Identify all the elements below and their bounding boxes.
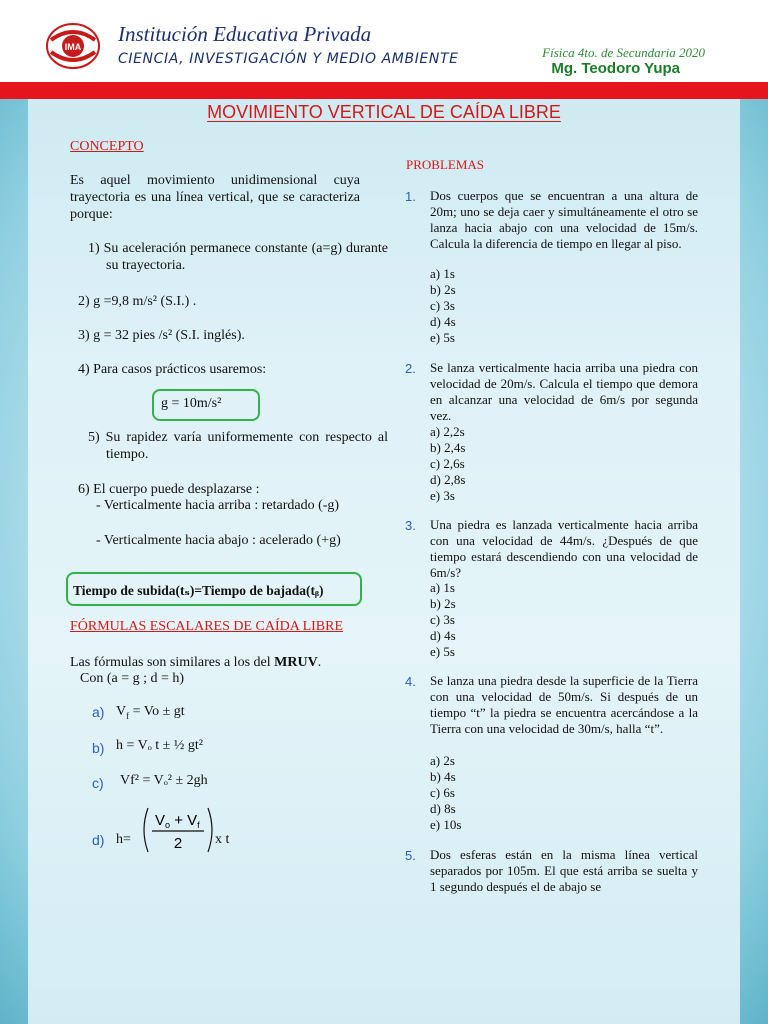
formula-d-tail: x t bbox=[215, 832, 230, 847]
problem-3-text: Una piedra es lanzada verticalmente hacia arriba con una velocidad de 44m/s. ¿Después de que tiempo estará descendiendo con una velocidad de 6m/s? bbox=[430, 517, 698, 580]
concept-item-6a: - Verticalmente hacia arriba : retardado (-g) bbox=[96, 498, 340, 513]
institution-name: Institución Educativa Privada bbox=[118, 22, 372, 46]
school-logo-icon bbox=[45, 22, 101, 70]
formulas-intro: Las fórmulas son similares a los del MRUV. bbox=[70, 655, 322, 670]
problem-1-number: 1. bbox=[405, 189, 416, 204]
problem-4-options: a) 2s b) 4s c) 6s d) 8s e) 10s bbox=[430, 753, 462, 832]
formulas-condition: Con (a = g ; d = h) bbox=[80, 671, 185, 686]
time-equality: Tiempo de subida(tₛ)=Tiempo de bajada(tᵦ) bbox=[73, 583, 324, 598]
problem-2-text: Se lanza verticalmente hacia arriba una piedra con velocidad de 20m/s. Calcula el tiempo que demora en alcanzar una velocidad de 6m/s por segunda vez. bbox=[430, 360, 698, 423]
formula-d-fraction bbox=[138, 806, 218, 854]
formula-d-lhs: h= bbox=[116, 832, 131, 847]
problem-5-text: Dos esferas están en la misma línea vertical separados por 105m. El que está arriba se suelta y 1 segundo después el de abajo se bbox=[430, 847, 698, 894]
formula-c-letter: c) bbox=[92, 775, 104, 791]
concept-item-6: 6) El cuerpo puede desplazarse : bbox=[78, 482, 260, 497]
concept-item-4: 4) Para casos prácticos usaremos: bbox=[78, 362, 267, 377]
formula-b-letter: b) bbox=[92, 740, 105, 756]
concept-text: Es aquel movimiento unidimensional cuya trayectoria es una línea vertical, que se caracteriza porque: bbox=[70, 173, 360, 222]
problem-1-text: Dos cuerpos que se encuentran a una altura de 20m; uno se deja caer y simultáneamente el otro se lanza hacia abajo con una velocidad de 15m/s. Calcula la diferencia de tiempo en llegar al piso. bbox=[430, 188, 698, 251]
svg-text:IMA: IMA bbox=[64, 42, 82, 52]
concept-item-6b: - Verticalmente hacia abajo : acelerado (+g) bbox=[96, 533, 341, 548]
problem-4-text: Se lanza una piedra desde la superficie de la Tierra con una velocidad de 50m/s. Si después de un tiempo “t” la piedra se encuentra acercándose a la Tierra con una velocidad de 30m/s, halla “t”. bbox=[430, 673, 698, 736]
gravity-value: g = 10m/s² bbox=[161, 396, 222, 411]
institution-slogan: CIENCIA, INVESTIGACIÓN Y MEDIO AMBIENTE bbox=[118, 51, 459, 67]
problem-3-number: 3. bbox=[405, 518, 416, 533]
svg-text:Vo + Vf: $V_o + V_f$ bbox=[155, 812, 200, 830]
formula-d-letter: d) bbox=[92, 832, 105, 848]
formula-c: Vf² = Vₒ² ± 2gh bbox=[120, 773, 208, 788]
formula-a: $V_f = Vo$ ± gt bbox=[116, 704, 185, 721]
formulas-heading: FÓRMULAS ESCALARES DE CAÍDA LIBRE bbox=[70, 619, 344, 634]
concept-item-5: 5) Su rapidez varía uniformemente con respecto al tiempo. bbox=[88, 430, 388, 462]
problem-5-number: 5. bbox=[405, 848, 416, 863]
formula-b: h = Vₒ t ± ½ gt² bbox=[116, 738, 203, 753]
problem-4-number: 4. bbox=[405, 674, 416, 689]
page-title: MOVIMIENTO VERTICAL DE CAÍDA LIBRE bbox=[207, 102, 561, 122]
concept-item-3: 3) g = 32 pies /s² (S.I. inglés). bbox=[78, 328, 245, 343]
problem-2-options: a) 2,2s b) 2,4s c) 2,6s d) 2,8s e) 3s bbox=[430, 424, 466, 503]
problem-2-number: 2. bbox=[405, 361, 416, 376]
concept-item-1: 1) Su aceleración permanece constante (a=g) durante su trayectoria. bbox=[88, 241, 388, 273]
problem-3-options: a) 1s b) 2s c) 3s d) 4s e) 5s bbox=[430, 580, 456, 659]
course-label: Física 4to. de Secundaria 2020 bbox=[542, 45, 705, 60]
formula-a-letter: a) bbox=[92, 704, 105, 720]
problems-heading: PROBLEMAS bbox=[406, 157, 485, 172]
header-red-band bbox=[0, 82, 768, 99]
teacher-name: Mg. Teodoro Yupa bbox=[551, 60, 680, 77]
concept-item-2: 2) g =9,8 m/s² (S.I.) . bbox=[78, 294, 197, 309]
problem-1-options: a) 1s b) 2s c) 3s d) 4s e) 5s bbox=[430, 266, 456, 345]
concept-heading: CONCEPTO bbox=[70, 139, 144, 154]
svg-text:2: 2 bbox=[173, 835, 183, 852]
page-header bbox=[0, 0, 768, 82]
